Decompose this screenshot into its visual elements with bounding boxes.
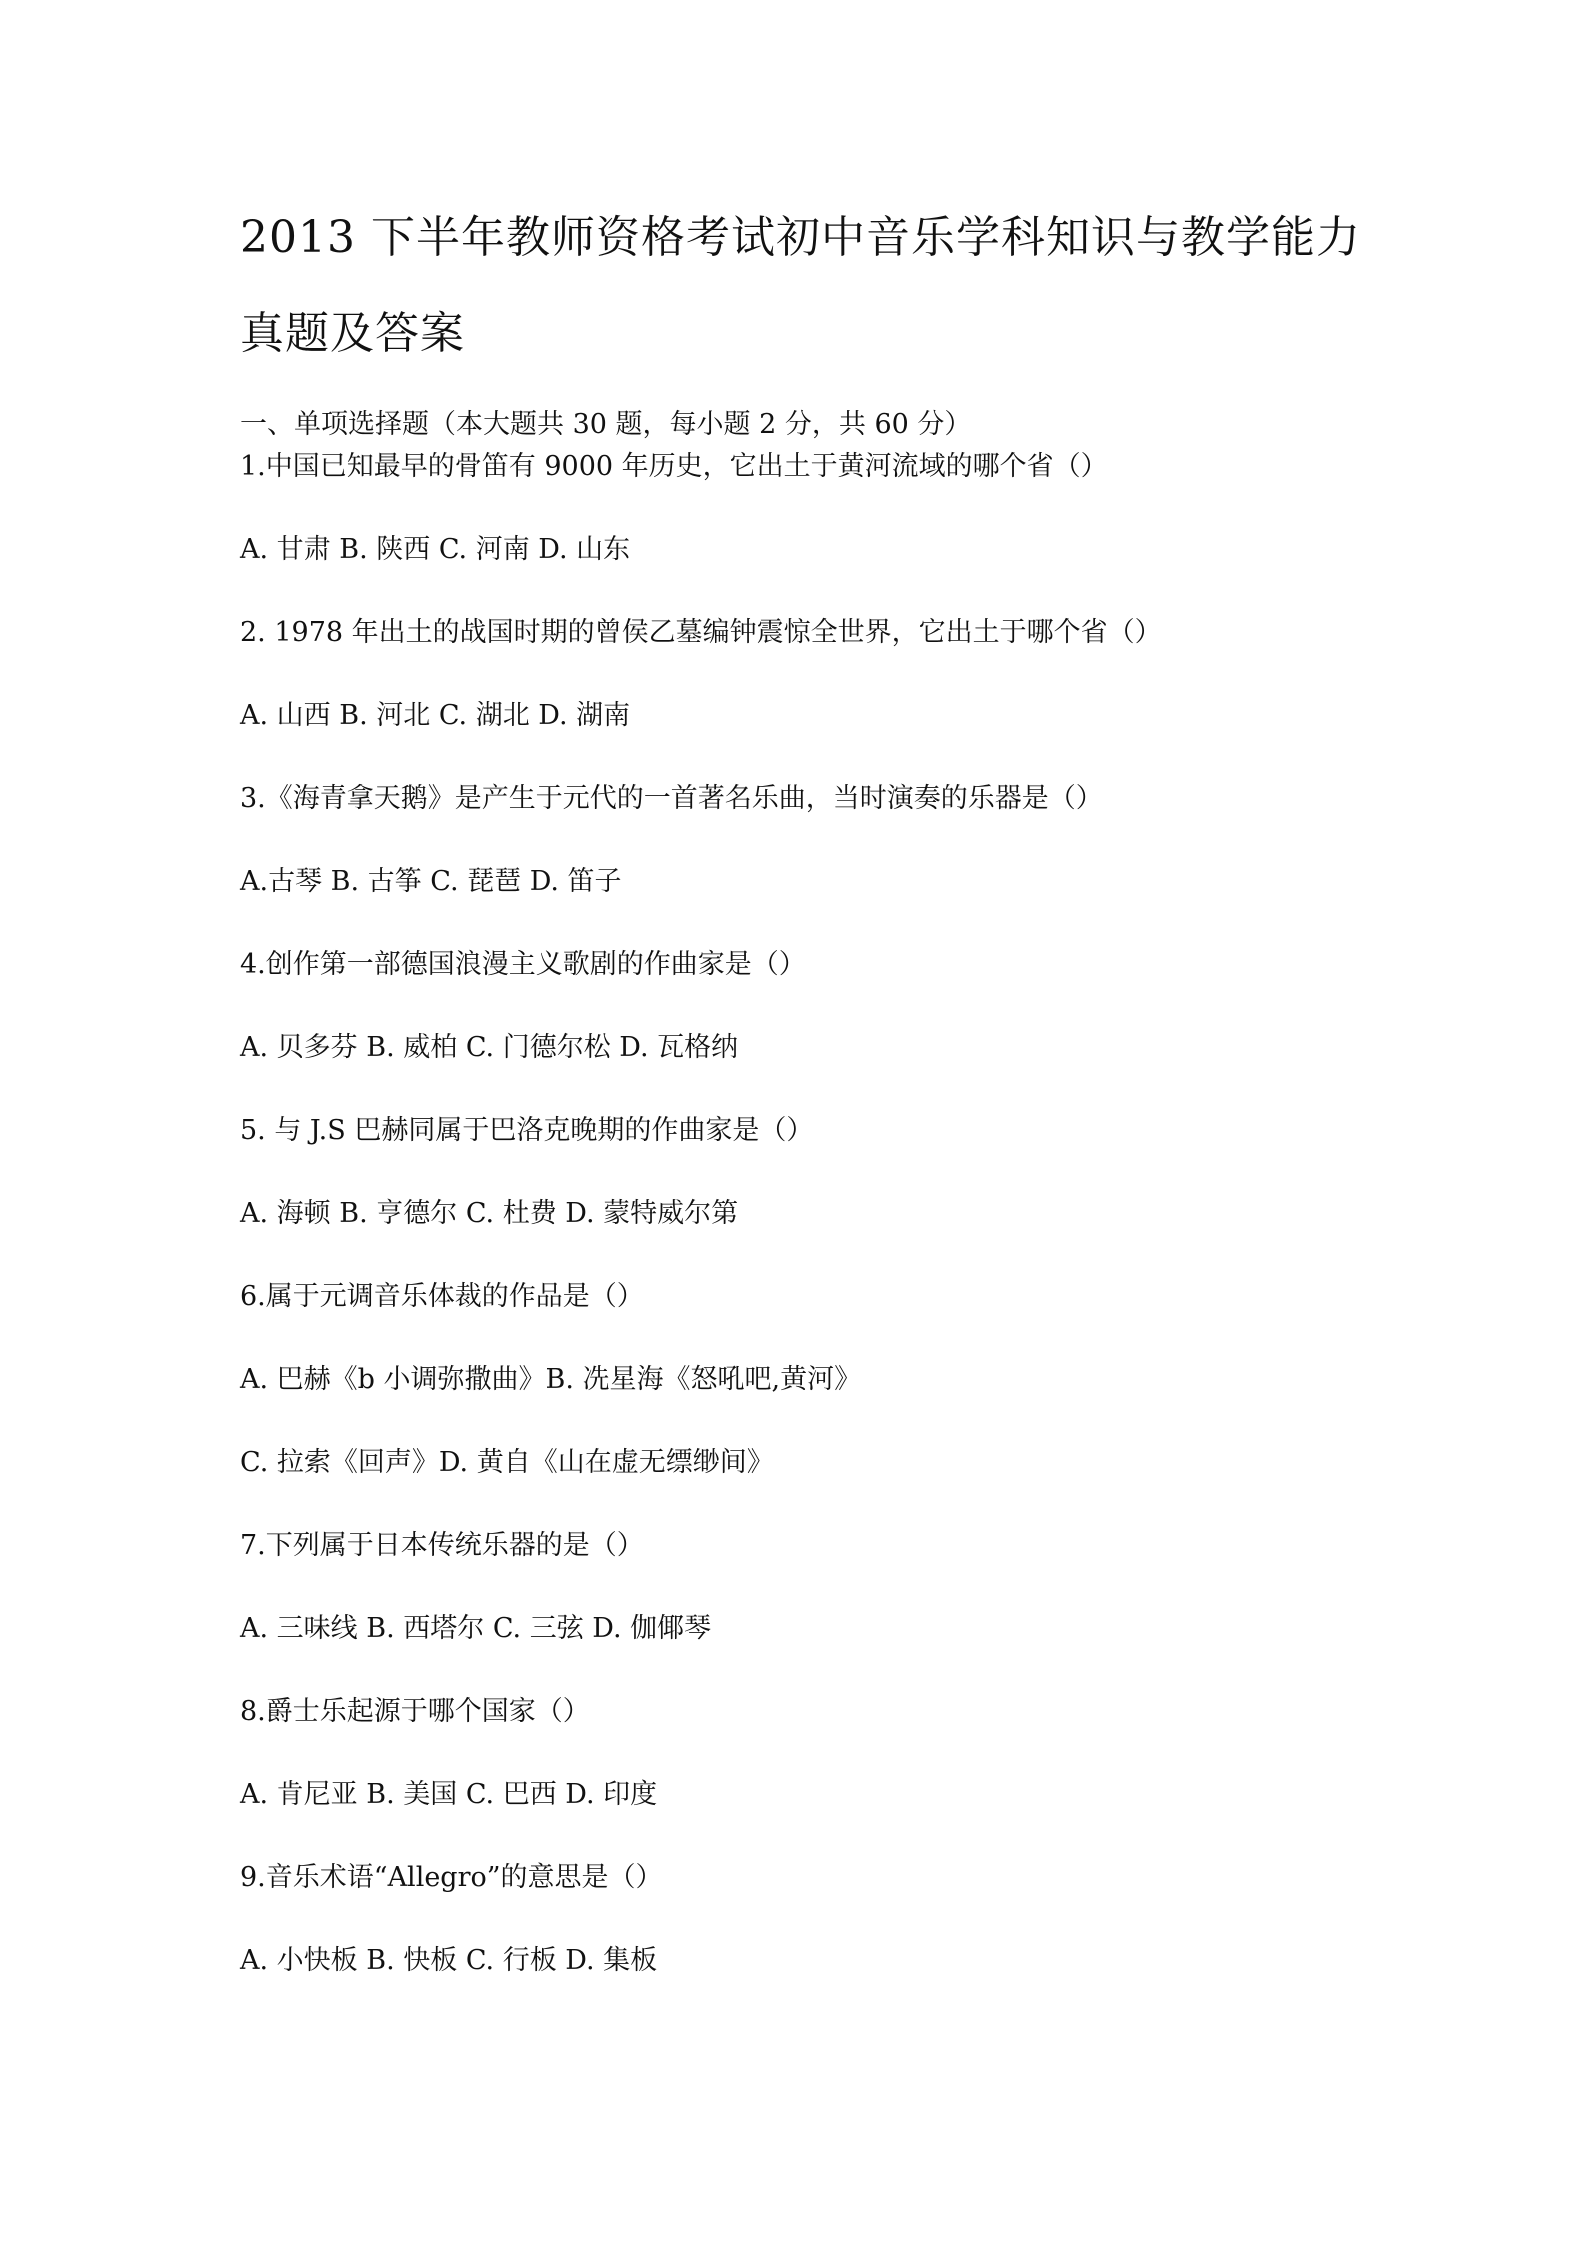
question-5: 5. 与 J.S 巴赫同属于巴洛克晚期的作曲家是（） <box>240 1115 814 1146</box>
options-9: A. 小快板 B. 快板 C. 行板 D. 集板 <box>240 1945 658 1976</box>
question-4: 4.创作第一部德国浪漫主义歌剧的作曲家是（） <box>240 949 806 980</box>
section-heading: 一、单项选择题（本大题共 30 题，每小题 2 分，共 60 分） <box>240 409 972 440</box>
options-6-cd: C. 拉索《回声》D. 黄自《山在虚无缥缈间》 <box>240 1447 774 1478</box>
question-1: 1.中国已知最早的骨笛有 9000 年历史，它出土于黄河流域的哪个省（） <box>240 451 1108 482</box>
question-7: 7.下列属于日本传统乐器的是（） <box>240 1530 644 1561</box>
options-8: A. 肯尼亚 B. 美国 C. 巴西 D. 印度 <box>240 1779 658 1810</box>
options-1: A. 甘肃 B. 陕西 C. 河南 D. 山东 <box>240 534 631 565</box>
options-2: A. 山西 B. 河北 C. 湖北 D. 湖南 <box>240 700 631 731</box>
question-3: 3.《海青拿天鹅》是产生于元代的一首著名乐曲，当时演奏的乐器是（） <box>240 783 1103 814</box>
options-3: A.古琴 B. 古筝 C. 琵琶 D. 笛子 <box>240 866 622 897</box>
options-6-ab: A. 巴赫《b 小调弥撒曲》B. 冼星海《怒吼吧,黄河》 <box>240 1364 862 1395</box>
document-title: 2013 下半年教师资格考试初中音乐学科知识与教学能力真题及答案 <box>240 212 1361 359</box>
question-8: 8.爵士乐起源于哪个国家（） <box>240 1696 590 1727</box>
question-2: 2. 1978 年出土的战国时期的曾侯乙墓编钟震惊全世界，它出土于哪个省（） <box>240 617 1162 648</box>
options-4: A. 贝多芬 B. 威柏 C. 门德尔松 D. 瓦格纳 <box>240 1032 739 1063</box>
options-5: A. 海顿 B. 亨德尔 C. 杜费 D. 蒙特威尔第 <box>240 1198 739 1229</box>
question-6: 6.属于元调音乐体裁的作品是（） <box>240 1281 644 1312</box>
question-9: 9.音乐术语“Allegro”的意思是（） <box>240 1862 663 1893</box>
options-7: A. 三味线 B. 西塔尔 C. 三弦 D. 伽倻琴 <box>240 1613 712 1644</box>
